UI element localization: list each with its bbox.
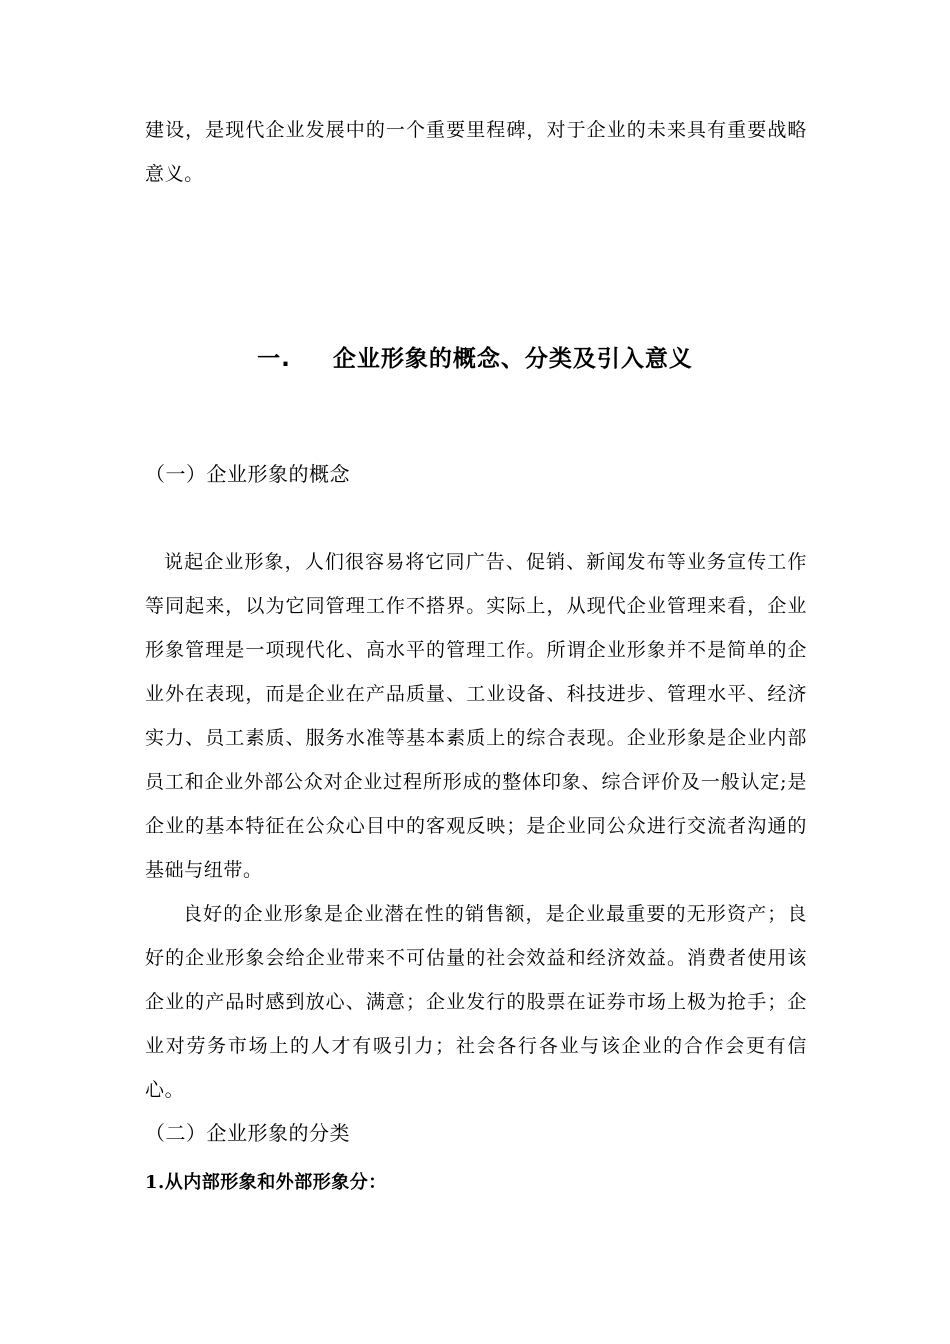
chapter-heading (0, 340, 950, 373)
section-heading-concept: （一）企业形象的概念 (145, 462, 350, 486)
chapter-title: 企业形象的概念、分类及引入意义 (332, 346, 693, 372)
body-paragraph: 说起企业形象，人们很容易将它同广告、促销、新闻发布等业务宣传工作等同起来，以为它同管理工作不搭界。实际上，从现代企业管理来看，企业形象管理是一项现代化、高水平的管理工作。所谓企业形象并不是简单的企业外在表现，而是企业在产品质量、工业设备、科技进步、管理水平、经济实力、员工素质、服务水准等基本素质上的综合表现。企业形象是企业内部员工和企业外部公众对企业过程所形成的整体印象、综合评价及一般认定;是企业的基本特征在公众心目中的客观反映；是企业同公众进行交流者沟通的基础与纽带。 (145, 551, 807, 881)
chapter-number: 一. (257, 346, 291, 372)
subsection-heading: 1.从内部形象和外部形象分： (145, 1172, 387, 1193)
section-heading-classification: （二）企业形象的分类 (145, 1121, 350, 1145)
body-paragraph: 良好的企业形象是企业潜在性的销售额，是企业最重要的无形资产；良好的企业形象会给企业带来不可估量的社会效益和经济效益。消费者使用该企业的产品时感到放心、满意；企业发行的股票在证券市场上极为抢手；企业对劳务市场上的人才有吸引力；社会各行各业与该企业的合作会更有信心。 (145, 903, 807, 1101)
intro-paragraph: 建设，是现代企业发展中的一个重要里程碑，对于企业的未来具有重要战略意义。 (145, 119, 807, 185)
